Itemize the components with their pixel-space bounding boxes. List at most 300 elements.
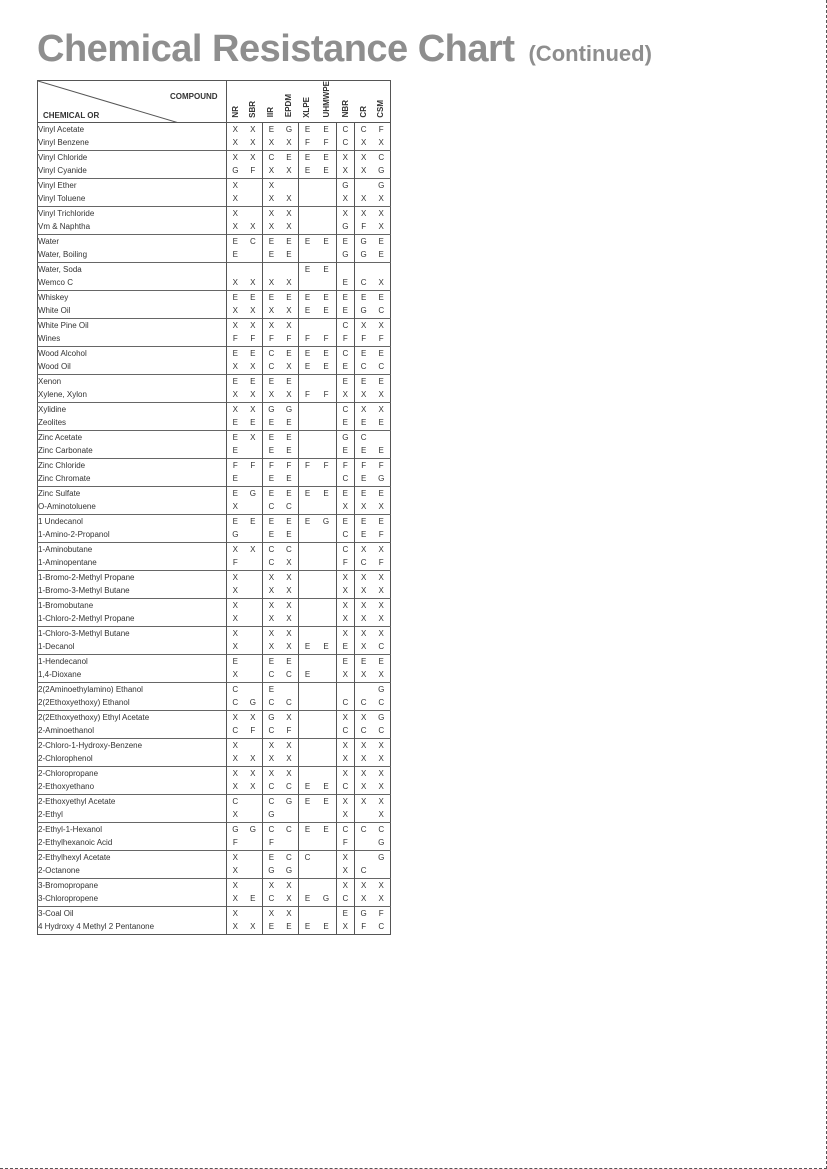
rating-cell-csm: X — [372, 766, 390, 780]
rating-cell-epdm: E — [280, 248, 298, 262]
rating-cell-nbr: C — [336, 724, 354, 738]
rating-cell-nr: E — [226, 234, 244, 248]
rating-cell-sbr: G — [244, 486, 262, 500]
rating-cell-nbr: X — [336, 598, 354, 612]
rating-cell-xlpe: E — [298, 486, 316, 500]
rating-cell-csm: F — [378, 334, 384, 344]
rating-cell-iir: G — [262, 402, 280, 416]
rating-cell-sbr — [244, 598, 262, 612]
rating-cell-epdm: G — [280, 794, 298, 808]
rating-cell-csm: X — [372, 402, 390, 416]
rating-cell-cr: X — [360, 586, 367, 596]
rating-cell-nbr: C — [336, 472, 354, 486]
rating-cell-nbr: C — [336, 136, 354, 150]
rating-cell-iir: X — [268, 166, 275, 176]
chemical-name-cell: Zinc Chromate — [38, 472, 227, 486]
table-row — [38, 486, 391, 500]
rating-cell-uhmwpe: E — [316, 486, 336, 500]
chemical-name-cell: 1-Amino-2-Propanol — [38, 528, 227, 542]
rating-cell-csm: C — [372, 822, 390, 836]
chemical-name-cell: 1-Aminopentane — [38, 556, 227, 570]
rating-cell-iir: E — [268, 446, 275, 456]
rating-cell-iir: E — [268, 530, 275, 540]
rating-cell-uhmwpe — [316, 374, 336, 388]
rating-cell-nbr: E — [336, 906, 354, 920]
rating-cell-cr: X — [354, 766, 372, 780]
rating-cell-xlpe — [298, 178, 316, 192]
rating-cell-csm: X — [372, 878, 390, 892]
rating-cell-iir: E — [262, 234, 280, 248]
rating-cell-csm: E — [372, 654, 390, 668]
chemical-name-cell: Water, Soda — [38, 262, 227, 276]
rating-cell-cr: X — [360, 670, 367, 680]
table-row — [38, 654, 391, 668]
table-row — [38, 444, 391, 458]
rating-cell-xlpe — [298, 724, 316, 738]
rating-cell-epdm: X — [280, 752, 298, 766]
rating-cell-nr: E — [226, 514, 244, 528]
rating-cell-cr: C — [360, 362, 367, 372]
rating-cell-cr: F — [361, 922, 367, 932]
column-header-sbr: SBR — [244, 81, 262, 123]
rating-cell-nbr: X — [336, 150, 354, 164]
chemical-name-cell: Zinc Chloride — [38, 458, 227, 472]
rating-cell-xlpe — [298, 696, 316, 710]
rating-cell-nr: X — [232, 782, 238, 792]
rating-cell-iir: C — [268, 502, 275, 512]
rating-cell-nbr: X — [336, 626, 354, 640]
rating-cell-iir: X — [268, 390, 275, 400]
rating-cell-nr: X — [232, 922, 238, 932]
rating-cell-cr: X — [360, 614, 367, 624]
rating-cell-cr: X — [360, 166, 367, 176]
chemical-name-cell: Zinc Sulfate — [38, 486, 227, 500]
rating-cell-xlpe — [298, 430, 316, 444]
rating-cell-iir: E — [268, 418, 275, 428]
rating-cell-nr: X — [232, 614, 238, 624]
rating-cell-epdm: E — [280, 430, 298, 444]
rating-cell-iir: C — [268, 726, 275, 736]
chemical-label — [43, 111, 131, 122]
rating-cell-cr: X — [360, 502, 367, 512]
table-row — [38, 360, 391, 374]
rating-cell-xlpe — [298, 318, 316, 332]
rating-cell-nbr — [336, 262, 354, 276]
title-main: Chemical Resistance Chart — [37, 28, 515, 70]
rating-cell-sbr — [244, 906, 262, 920]
rating-cell-uhmwpe — [316, 906, 336, 920]
rating-cell-nbr: X — [336, 206, 354, 220]
rating-cell-iir: F — [268, 838, 274, 848]
rating-cell-iir: X — [262, 178, 280, 192]
title-subtitle: (Continued) — [528, 41, 652, 66]
rating-cell-nr: X — [226, 626, 244, 640]
rating-cell-uhmwpe — [316, 612, 336, 626]
chemical-name-cell: Zinc Acetate — [38, 430, 227, 444]
rating-cell-sbr — [244, 206, 262, 220]
rating-cell-nbr: C — [336, 346, 354, 360]
rating-cell-xlpe — [298, 878, 316, 892]
rating-cell-nr: X — [226, 150, 244, 164]
table-row — [38, 598, 391, 612]
rating-cell-xlpe — [298, 192, 316, 206]
rating-cell-iir: X — [268, 642, 275, 652]
rating-cell-xlpe: E — [304, 670, 311, 680]
rating-cell-xlpe: E — [298, 262, 316, 276]
rating-cell-epdm: C — [280, 500, 298, 514]
rating-cell-nbr: C — [336, 892, 354, 906]
rating-cell-nbr: X — [336, 584, 354, 598]
rating-cell-nbr: X — [336, 794, 354, 808]
rating-cell-iir: E — [262, 514, 280, 528]
rating-cell-nr: X — [226, 318, 244, 332]
table-row — [38, 710, 391, 724]
table-row — [38, 192, 391, 206]
table-row — [38, 794, 391, 808]
rating-cell-xlpe — [298, 906, 316, 920]
rating-cell-sbr: X — [244, 360, 262, 374]
rating-cell-nr: X — [226, 402, 244, 416]
chemical-name-cell: 2-Ethoxyethyl Acetate — [38, 794, 227, 808]
rating-cell-epdm: X — [280, 626, 298, 640]
rating-cell-cr — [354, 262, 372, 276]
rating-cell-uhmwpe — [316, 472, 336, 486]
rating-cell-iir: G — [268, 866, 275, 876]
rating-cell-csm: X — [378, 894, 384, 904]
rating-cell-csm: F — [372, 906, 390, 920]
rating-cell-cr: X — [360, 894, 367, 904]
rating-cell-csm: X — [378, 222, 384, 232]
rating-cell-xlpe — [298, 752, 316, 766]
rating-cell-xlpe: C — [298, 850, 316, 864]
table-row — [38, 556, 391, 570]
rating-cell-iir: X — [268, 138, 275, 148]
rating-cell-nr: X — [232, 894, 238, 904]
rating-cell-iir: C — [268, 894, 275, 904]
chemical-name-cell: 1-Bromo-2-Methyl Propane — [38, 570, 227, 584]
rating-cell-iir: X — [268, 194, 275, 204]
rating-cell-uhmwpe — [316, 668, 336, 682]
rating-cell-uhmwpe — [316, 850, 336, 864]
table-row — [38, 724, 391, 738]
chemical-name-cell: 2-Ethoxyethano — [38, 780, 227, 794]
table-row — [38, 458, 391, 472]
chemical-name-cell: 2-Chlorophenol — [38, 752, 227, 766]
rating-cell-sbr: X — [244, 150, 262, 164]
rating-cell-uhmwpe — [316, 220, 336, 234]
rating-cell-csm: G — [378, 474, 385, 484]
rating-cell-nbr: E — [336, 654, 354, 668]
table-row — [38, 304, 391, 318]
rating-cell-csm: X — [372, 598, 390, 612]
rating-cell-xlpe — [298, 612, 316, 626]
rating-cell-epdm: C — [280, 668, 298, 682]
rating-cell-iir: C — [262, 794, 280, 808]
rating-cell-cr: E — [360, 474, 367, 484]
rating-cell-cr: C — [354, 822, 372, 836]
rating-cell-xlpe: E — [304, 642, 311, 652]
rating-cell-iir: X — [262, 598, 280, 612]
rating-cell-nr: X — [232, 586, 238, 596]
chemical-name-cell: 2-Ethyl-1-Hexanol — [38, 822, 227, 836]
rating-cell-cr: C — [360, 278, 367, 288]
rating-cell-xlpe — [298, 654, 316, 668]
rating-cell-iir: X — [262, 206, 280, 220]
rating-cell-xlpe: F — [298, 458, 316, 472]
chemical-label-line1: CHEMICAL OR — [43, 111, 100, 120]
rating-cell-cr: X — [360, 754, 367, 764]
table-row — [38, 738, 391, 752]
rating-cell-cr: E — [354, 346, 372, 360]
rating-cell-nr: X — [232, 754, 238, 764]
rating-cell-nr: G — [232, 530, 239, 540]
rating-cell-nbr: X — [336, 808, 354, 822]
rating-cell-epdm: C — [280, 822, 298, 836]
rating-cell-cr: G — [360, 250, 367, 260]
rating-cell-iir: X — [268, 222, 275, 232]
rating-cell-nbr: C — [336, 822, 354, 836]
chemical-name-cell: Xylidine — [38, 402, 227, 416]
rating-cell-iir: C — [268, 782, 275, 792]
rating-cell-uhmwpe — [316, 654, 336, 668]
rating-cell-cr: C — [360, 726, 367, 736]
rating-cell-cr: X — [354, 570, 372, 584]
table-row — [38, 920, 391, 934]
chemical-name-cell: O-Aminotoluene — [38, 500, 227, 514]
rating-cell-sbr — [244, 556, 262, 570]
table-row — [38, 290, 391, 304]
chemical-name-cell: 2(2Aminoethylamino) Ethanol — [38, 682, 227, 696]
rating-cell-sbr: X — [244, 430, 262, 444]
chemical-name-cell: Wood Alcohol — [38, 346, 227, 360]
rating-cell-uhmwpe — [316, 276, 336, 290]
rating-cell-iir: E — [268, 922, 275, 932]
rating-cell-iir: E — [262, 122, 280, 136]
rating-cell-sbr — [244, 864, 262, 878]
rating-cell-sbr — [244, 654, 262, 668]
table-row — [38, 584, 391, 598]
rating-cell-epdm: X — [280, 388, 298, 402]
rating-cell-cr: X — [354, 318, 372, 332]
rating-cell-nr: X — [232, 502, 238, 512]
rating-cell-xlpe — [298, 542, 316, 556]
rating-cell-xlpe — [298, 836, 316, 850]
rating-cell-uhmwpe: E — [316, 822, 336, 836]
rating-cell-nr: E — [232, 446, 238, 456]
rating-cell-epdm: F — [280, 724, 298, 738]
rating-cell-epdm: E — [280, 486, 298, 500]
rating-cell-iir: F — [262, 458, 280, 472]
rating-cell-iir: X — [262, 906, 280, 920]
rating-cell-nr: X — [232, 866, 238, 876]
rating-cell-iir: C — [262, 150, 280, 164]
rating-cell-uhmwpe — [316, 430, 336, 444]
table-row — [38, 430, 391, 444]
column-header-nr: NR — [226, 81, 244, 123]
rating-cell-xlpe — [298, 556, 316, 570]
rating-cell-iir: E — [262, 290, 280, 304]
chemical-name-cell: 2-Chloro-1-Hydroxy-Benzene — [38, 738, 227, 752]
rating-cell-iir: X — [262, 878, 280, 892]
rating-cell-xlpe — [298, 220, 316, 234]
column-header-csm: CSM — [372, 81, 390, 123]
rating-cell-epdm: C — [280, 696, 298, 710]
rating-cell-iir: E — [262, 486, 280, 500]
table-row — [38, 220, 391, 234]
rating-cell-epdm: X — [280, 878, 298, 892]
rating-cell-sbr: X — [244, 710, 262, 724]
rating-cell-uhmwpe — [316, 248, 336, 262]
rating-cell-epdm: X — [280, 710, 298, 724]
rating-cell-uhmwpe: E — [316, 920, 336, 934]
rating-cell-xlpe — [298, 206, 316, 220]
rating-cell-uhmwpe: E — [316, 360, 336, 374]
rating-cell-sbr — [244, 794, 262, 808]
rating-cell-epdm: E — [280, 374, 298, 388]
rating-cell-cr: X — [354, 542, 372, 556]
rating-cell-sbr — [244, 444, 262, 458]
rating-cell-nr: X — [232, 306, 238, 316]
table-row — [38, 906, 391, 920]
rating-cell-sbr — [244, 738, 262, 752]
column-header-cr: CR — [354, 81, 372, 123]
rating-cell-csm: E — [372, 346, 390, 360]
rating-cell-xlpe: E — [298, 514, 316, 528]
table-row — [38, 234, 391, 248]
rating-cell-nbr: C — [336, 780, 354, 794]
rating-cell-csm: X — [372, 570, 390, 584]
rating-cell-epdm: X — [280, 556, 298, 570]
chemical-name-cell: Vinyl Chloride — [38, 150, 227, 164]
rating-cell-csm: G — [372, 178, 390, 192]
chemical-name-cell: 3-Chloropropene — [38, 892, 227, 906]
rating-cell-csm: G — [372, 710, 390, 724]
rating-cell-xlpe — [298, 738, 316, 752]
rating-cell-sbr: F — [244, 458, 262, 472]
chemical-name-cell: 1-Hendecanol — [38, 654, 227, 668]
table-row — [38, 612, 391, 626]
rating-cell-sbr: X — [244, 318, 262, 332]
rating-cell-cr: E — [354, 374, 372, 388]
rating-cell-cr: X — [360, 782, 367, 792]
rating-cell-uhmwpe — [316, 696, 336, 710]
rating-cell-epdm: E — [280, 920, 298, 934]
rating-cell-cr: G — [360, 306, 367, 316]
rating-cell-sbr: E — [244, 514, 262, 528]
table-row — [38, 822, 391, 836]
rating-cell-iir — [262, 262, 280, 276]
rating-cell-nr: X — [232, 642, 238, 652]
rating-cell-nbr: E — [336, 640, 354, 654]
rating-cell-csm: C — [378, 698, 385, 708]
rating-cell-epdm: X — [280, 136, 298, 150]
rating-cell-nr: E — [226, 654, 244, 668]
rating-cell-csm: X — [372, 794, 390, 808]
rating-cell-nr: X — [232, 670, 238, 680]
rating-cell-uhmwpe: E — [316, 304, 336, 318]
rating-cell-csm: F — [372, 458, 390, 472]
rating-cell-sbr — [244, 500, 262, 514]
rating-cell-iir: X — [268, 278, 275, 288]
table-row — [38, 892, 391, 906]
table-row — [38, 766, 391, 780]
chemical-name-cell: 1-Chloro-3-Methyl Butane — [38, 626, 227, 640]
chemical-name-cell: Xylene, Xylon — [38, 388, 227, 402]
rating-cell-nr: X — [232, 390, 238, 400]
rating-cell-iir: C — [268, 670, 275, 680]
rating-cell-nbr: E — [336, 360, 354, 374]
rating-cell-xlpe: E — [304, 782, 311, 792]
rating-cell-epdm — [280, 262, 298, 276]
rating-cell-nr: E — [226, 430, 244, 444]
rating-cell-xlpe: E — [298, 234, 316, 248]
table-row — [38, 276, 391, 290]
rating-cell-uhmwpe — [316, 556, 336, 570]
rating-cell-uhmwpe: E — [316, 346, 336, 360]
rating-cell-nr: X — [226, 122, 244, 136]
rating-cell-epdm: X — [280, 304, 298, 318]
rating-cell-sbr: G — [244, 696, 262, 710]
rating-cell-sbr: X — [244, 920, 262, 934]
table-body — [38, 122, 391, 934]
rating-cell-csm: X — [378, 138, 384, 148]
rating-cell-nbr: X — [336, 500, 354, 514]
rating-cell-cr: X — [360, 194, 367, 204]
table-row — [38, 122, 391, 136]
rating-cell-uhmwpe — [316, 416, 336, 430]
table-row — [38, 388, 391, 402]
rating-cell-nr: C — [226, 682, 244, 696]
rating-cell-epdm: X — [280, 738, 298, 752]
rating-cell-epdm: E — [280, 150, 298, 164]
table-row — [38, 374, 391, 388]
rating-cell-sbr — [244, 248, 262, 262]
rating-cell-nr: E — [232, 474, 238, 484]
table-row — [38, 332, 391, 346]
chemical-name-cell: Whiskey — [38, 290, 227, 304]
table-row — [38, 164, 391, 178]
rating-cell-epdm: X — [280, 164, 298, 178]
rating-cell-cr: C — [354, 122, 372, 136]
rating-cell-sbr: X — [244, 752, 262, 766]
rating-cell-epdm — [280, 836, 298, 850]
rating-cell-epdm: C — [280, 542, 298, 556]
rating-cell-sbr: X — [244, 388, 262, 402]
rating-cell-uhmwpe: E — [316, 640, 336, 654]
rating-cell-iir: X — [262, 626, 280, 640]
rating-cell-sbr: X — [244, 304, 262, 318]
rating-cell-nbr: X — [336, 920, 354, 934]
rating-cell-csm: C — [378, 922, 385, 932]
table-row — [38, 808, 391, 822]
chemical-name-cell: White Pine Oil — [38, 318, 227, 332]
chemical-name-cell: 1-Aminobutane — [38, 542, 227, 556]
rating-cell-csm: F — [378, 530, 384, 540]
rating-cell-csm: G — [372, 850, 390, 864]
rating-cell-xlpe — [298, 808, 316, 822]
rating-cell-iir: C — [262, 542, 280, 556]
rating-cell-sbr: E — [244, 374, 262, 388]
table-row — [38, 500, 391, 514]
rating-cell-nr: E — [232, 250, 238, 260]
chemical-name-cell: Vinyl Trichloride — [38, 206, 227, 220]
rating-cell-nbr: E — [336, 486, 354, 500]
rating-cell-uhmwpe: E — [316, 262, 336, 276]
table-row — [38, 514, 391, 528]
rating-cell-cr: C — [354, 430, 372, 444]
rating-cell-csm: F — [372, 122, 390, 136]
rating-cell-iir: E — [262, 850, 280, 864]
